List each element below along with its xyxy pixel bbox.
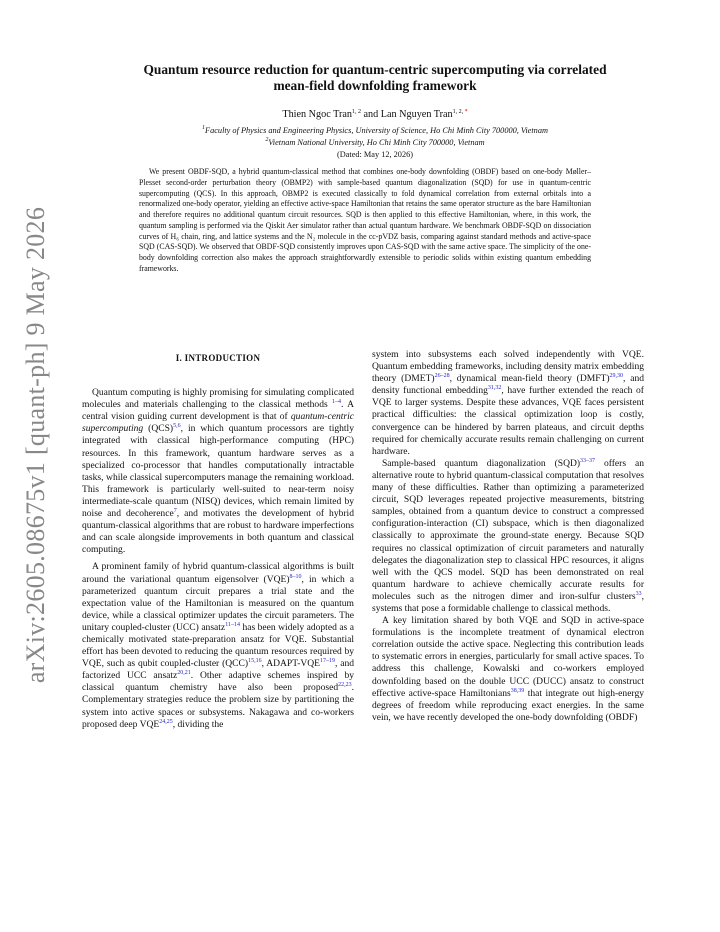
paragraph: Sample-based quantum diagonalization (SQD)$^{33-37}$ offers an alternative route to hybrid quantum-classical computation that resolves many of these difficulties. Rather than optimizing a parameterized circuit, SQD leverages repeated projective measurements, bitstring samples, obtained from a quantum device to construct a compressed configuration-interaction (CI) subspace, which is then diagonalized classically to approximate the ground-state energy. Because SQD requires no classical optimization of circuit parameters and naturally delegates the diagonalization step to classical HPC resources, it aligns well with the QCS model. SQD has been demonstrated on real quantum hardware to achieve chemically accurate results for molecules such as the nitrogen dimer and iron-sulfur clusters$^{33}$, systems that pose a formidable challenge to classical methods. [372, 457, 644, 614]
affiliation-text: Vietnam National University, Ho Chi Minh City 700000, Vietnam [268, 138, 485, 147]
section-heading: I. INTRODUCTION [175, 353, 261, 363]
citation-link[interactable]: 5,6 [173, 423, 181, 430]
title-line-1: Quantum resource reduction for quantum-centric supercomputing via correlated [143, 62, 607, 77]
affiliation-1 [95, 126, 655, 135]
paragraph: system into subsystems each solved independently with VQE. Quantum embedding frameworks, including density matrix embedding theory (DMET)$^{26-28}$, dynamical mean-field theory (DMFT)$^{29,30}$, and density functional embedding$^{31,32}$, have further extended the reach of VQE to larger systems. Despite these advances, VQE faces persistent practical difficulties: the classical optimization loop is costly, convergence can be hindered by barren plateaus, and circuit depths required for chemically accurate results remain challenging on current hardware. [372, 349, 644, 457]
citation-link[interactable]: 17–19 [320, 658, 335, 665]
author-name: Lan Nguyen Tran [380, 109, 453, 120]
author-name: Thien Ngoc Tran [282, 109, 352, 120]
author-affil-mark: 1, 2, [452, 109, 465, 115]
abstract-text: We present OBDF-SQD, a hybrid quantum-classical method that combines one-body downfolding (OBDF) based on one-body Møller–Plesset second-order perturbation theory (OBMP2) with sample-based quantum diagonalization (SQD) for use in quantum-centric supercomputing (QCS). In this approach, OBMP2 is executed classically to fold dynamical correlation from external orbitals into a renormalized one-body operator, yielding an effective active-space Hamiltonian that retains the same operator structure as the bare Hamiltonian and therefore requires no additional quantum circuit resources. SQD is then applied to this effective Hamiltonian, where, in this work, the quantum sampling is performed via the Qiskit Aer simulator rather than actual quantum hardware. We benchmark OBDF-SQD on dissociation curves of H₆ chain, ring, and lattice systems and the N₂ molecule in the cc-pVDZ basis, comparing against standard methods and active-space SQD (CAS-SQD). We observed that OBDF-SQD consistently improves upon CAS-SQD with the same active space. The simplicity of the one-body downfolding correction also makes the approach straightforwardly extensible to periodic solids within existing quantum embedding frameworks. [139, 167, 591, 273]
citation-link[interactable]: 7 [173, 508, 177, 515]
right-column [372, 349, 644, 724]
left-column [82, 352, 354, 731]
author-separator: and [360, 109, 381, 120]
affil-mark: 1 [202, 125, 206, 131]
citation-link[interactable]: 33 [635, 590, 642, 597]
arxiv-id-text: arXiv:2605.08675v1 [quant-ph] 9 May 2026 [21, 206, 50, 684]
abstract [139, 167, 591, 275]
citation-link[interactable]: 11–14 [225, 621, 240, 628]
affil-mark: 2 [265, 137, 269, 143]
citation-link[interactable]: 33–37 [580, 457, 596, 464]
citation-link[interactable]: 38,39 [510, 687, 525, 694]
citation-link[interactable]: 22,23 [338, 682, 352, 689]
citation-link[interactable]: 1–4 [331, 399, 341, 406]
corresponding-author-link[interactable]: * [464, 109, 468, 115]
citation-link[interactable]: 15,16 [248, 658, 262, 665]
citation-link[interactable]: 8–10 [289, 573, 302, 580]
affiliation-2 [95, 138, 655, 147]
paragraph: A key limitation shared by both VQE and SQD in active-space formulations is the incomplete treatment of dynamical electron correlation outside the active space. Neglecting this contribution leads to systematic errors in energies, particularly for small active spaces. To address this challenge, Kowalski and co-workers employed downfolding based on the double UCC (DUCC) ansatz to construct effective active-space Hamiltonians$^{38,39}$ that integrate out high-energy degrees of freedom while reproducing exact energies. In the same vein, we have recently developed the one-body downfolding (OBDF) [372, 615, 644, 723]
citation-link[interactable]: 20,21 [177, 670, 191, 677]
author-list [95, 109, 655, 120]
author-affil-mark: 1, 2 [351, 109, 361, 115]
arxiv-identifier [14, 206, 58, 684]
citation-link[interactable]: 31,32 [487, 385, 502, 392]
title-line-2: mean-field downfolding framework [273, 78, 477, 93]
citation-link[interactable]: 26–28 [434, 373, 450, 380]
citation-link[interactable]: 24,25 [159, 718, 173, 725]
date-line: (Dated: May 12, 2026) [336, 150, 414, 159]
affiliation-text: Faculty of Physics and Engineering Physics, University of Science, Ho Chi Minh City 700000, Vietnam [205, 126, 548, 135]
paragraph: Quantum computing is highly promising for simulating complicated molecules and materials challenging to the classical methods $^{1-4}$. A central vision guiding current development is that of quantum-centric supercomputing (QCS)$^{5,6}$, in which quantum processors are tightly integrated with classical high-performance computing (HPC) resources. In this framework, quantum hardware serves as a specialized co-processor that handles computationally intractable tasks, while classical supercomputers manage the remaining workload. This framework is particularly well-suited to near-term noisy intermediate-scale quantum (NISQ) devices, which remain limited by noise and decoherence$^7$, and motivates the development of hybrid quantum-classical algorithms that are robust to hardware imperfections and can scale alongside improvements in both quantum and classical computing. [82, 387, 354, 556]
paper-title [95, 62, 655, 94]
citation-link[interactable]: 29,30 [609, 373, 624, 380]
paragraph: A prominent family of hybrid quantum-classical algorithms is built around the variational quantum eigensolver (VQE)$^{8-10}$, in which a parameterized quantum circuit prepares a trial state and the expectation value of the Hamiltonian is measured on the quantum device, while a classical optimizer updates the circuit parameters. The unitary coupled-cluster (UCC) ansatz$^{11-14}$ has been widely adopted as a chemically motivated state-preparation ansatz for VQE. Substantial effort has been devoted to reducing the quantum resources required by VQE, such as qubit coupled-cluster (QCC)$^{15,16}$, ADAPT-VQE$^{17-19}$, and factorized UCC ansatz$^{20,21}$. Other adaptive schemes inspired by classical quantum chemistry have also been proposed$^{22,23}$. Complementary strategies reduce the problem size by partitioning the system into active spaces or subsystems. Nakagawa and co-workers proposed deep VQE$^{24,25}$, dividing the [82, 561, 355, 730]
